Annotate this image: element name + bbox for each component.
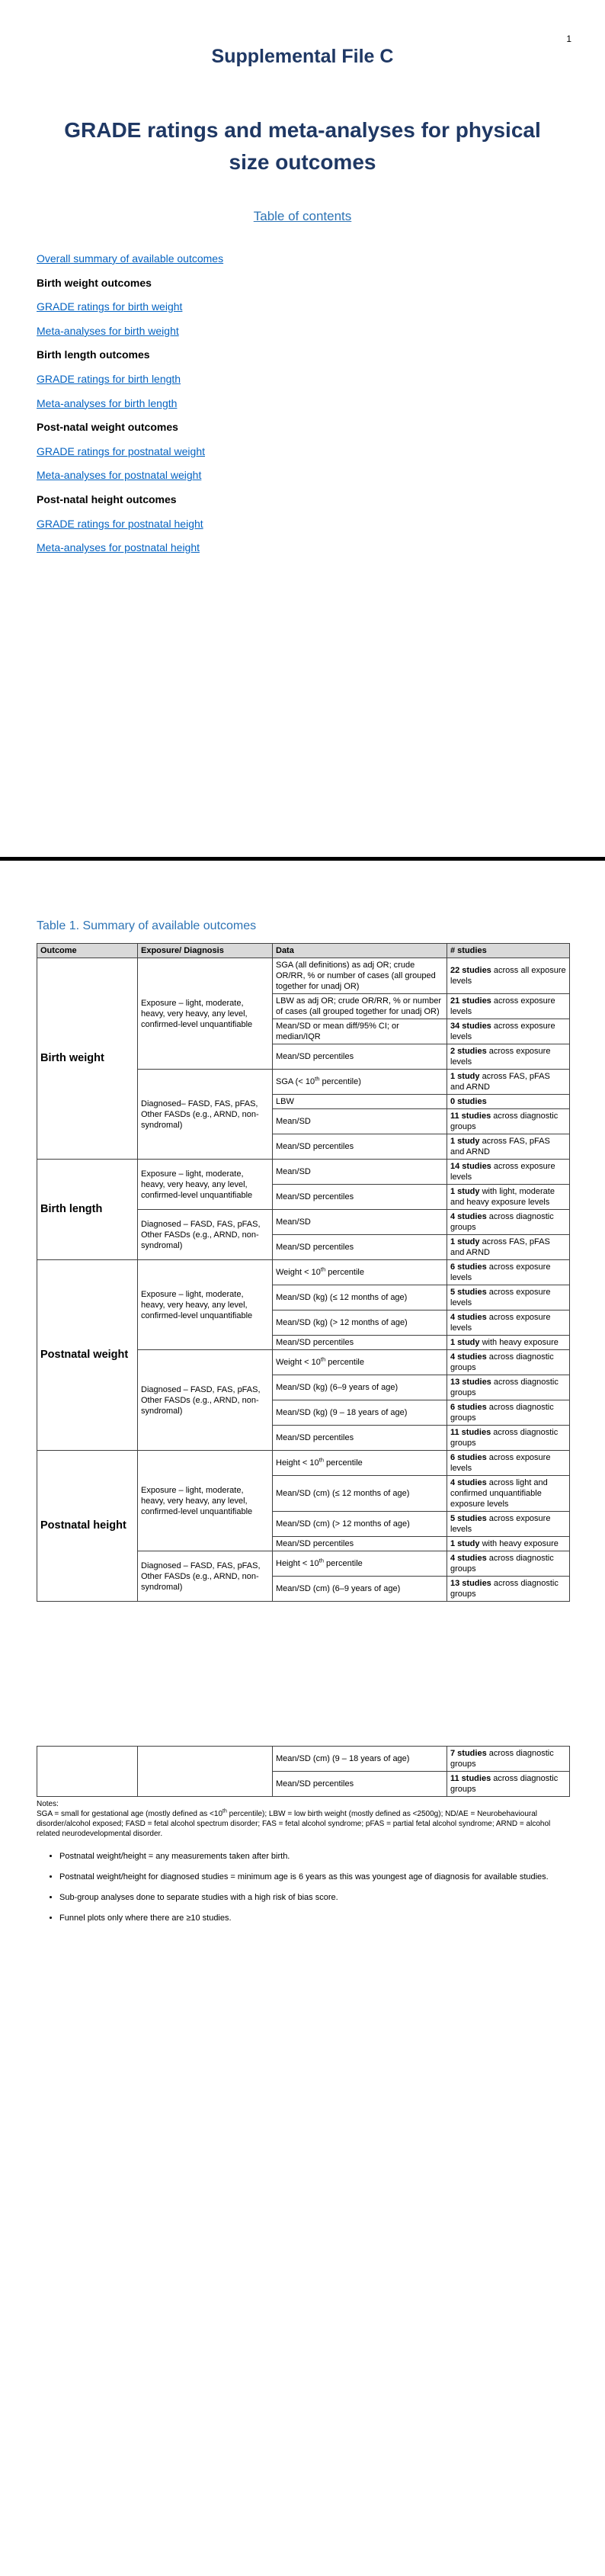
- table-row: [37, 1747, 570, 1772]
- toc-link[interactable]: Meta-analyses for postnatal height: [37, 541, 200, 554]
- toc-link[interactable]: Meta-analyses for birth length: [37, 396, 178, 409]
- studies-cell: [447, 1772, 570, 1797]
- studies-detail: across diagnostic groups: [450, 1428, 559, 1448]
- studies-detail: across diagnostic groups: [450, 1403, 554, 1423]
- studies-count: 4 studies: [450, 1352, 487, 1362]
- studies-count: 1 study: [450, 1237, 480, 1246]
- data-cell: LBW: [273, 1095, 447, 1109]
- table-header-row: [37, 944, 570, 958]
- data-cell: Weight < 10th percentile: [273, 1350, 447, 1375]
- studies-detail: with heavy exposure: [479, 1338, 559, 1347]
- studies-detail: across exposure levels: [450, 1288, 551, 1307]
- outcome-cell: Postnatal weight: [37, 1260, 138, 1451]
- studies-detail: across diagnostic groups: [450, 1352, 554, 1372]
- studies-detail: across exposure levels: [450, 1022, 555, 1041]
- studies-cell: [447, 1577, 570, 1602]
- toc-link[interactable]: GRADE ratings for postnatal height: [37, 517, 203, 530]
- outcome-cell: Birth length: [37, 1160, 138, 1260]
- data-cell: Mean/SD: [273, 1109, 447, 1134]
- studies-count: 11 studies: [450, 1428, 491, 1437]
- data-cell: Mean/SD (cm) (9 – 18 years of age): [273, 1747, 447, 1772]
- studies-detail: across FAS, pFAS and ARND: [450, 1072, 550, 1092]
- studies-cell: [447, 1134, 570, 1160]
- exposure-cell: Diagnosed – FASD, FAS, pFAS, Other FASDs (e.g., ARND, non-syndromal): [138, 1350, 273, 1451]
- studies-detail: across exposure levels: [450, 1162, 555, 1182]
- studies-count: 5 studies: [450, 1288, 487, 1297]
- studies-count: 11 studies: [450, 1774, 491, 1783]
- studies-detail: across diagnostic groups: [450, 1112, 559, 1131]
- studies-cell: [447, 1310, 570, 1336]
- studies-cell: [447, 1260, 570, 1285]
- exposure-cell: Exposure – light, moderate, heavy, very heavy, any level, confirmed-level unquantifiable: [138, 1451, 273, 1551]
- data-cell: Mean/SD (cm) (≤ 12 months of age): [273, 1476, 447, 1512]
- studies-cell: [447, 1537, 570, 1551]
- summary-table: [37, 943, 570, 1602]
- studies-detail: across exposure levels: [450, 1313, 551, 1333]
- exposure-cell: Diagnosed– FASD, FAS, pFAS, Other FASDs (e.g., ARND, non-syndromal): [138, 1070, 273, 1160]
- notes-label: Notes:: [37, 1800, 59, 1808]
- note-bullet: • Postnatal weight/height = any measurements taken after birth.: [59, 1851, 555, 1862]
- studies-detail: across exposure levels: [450, 1514, 551, 1534]
- page-break-divider: [0, 857, 605, 861]
- col-header-data: Data: [273, 944, 447, 958]
- toc-section-heading: Birth weight outcomes: [37, 276, 152, 289]
- studies-count: 6 studies: [450, 1453, 487, 1462]
- studies-cell: [447, 994, 570, 1019]
- studies-detail: across diagnostic groups: [450, 1554, 554, 1574]
- studies-cell: [447, 958, 570, 994]
- table-of-contents: [37, 253, 223, 566]
- page-number: 1: [566, 34, 571, 44]
- doc-subtitle: GRADE ratings and meta-analyses for physical size outcomes: [64, 118, 541, 174]
- exposure-cell: Diagnosed – FASD, FAS, pFAS, Other FASDs (e.g., ARND, non-syndromal): [138, 1210, 273, 1260]
- studies-count: 11 studies: [450, 1112, 491, 1121]
- doc-title: Supplemental File C: [211, 46, 394, 67]
- toc-link[interactable]: Meta-analyses for birth weight: [37, 324, 179, 337]
- studies-count: 21 studies: [450, 996, 491, 1006]
- notes-bullets: [37, 1851, 555, 1924]
- studies-cell: [447, 1512, 570, 1537]
- studies-cell: [447, 1336, 570, 1350]
- toc-link[interactable]: GRADE ratings for postnatal weight: [37, 444, 205, 457]
- empty-exposure-cell: [138, 1747, 273, 1797]
- studies-detail: across diagnostic groups: [450, 1378, 559, 1397]
- studies-detail: across FAS, pFAS and ARND: [450, 1237, 550, 1257]
- data-cell: Mean/SD: [273, 1210, 447, 1235]
- data-cell: Mean/SD percentiles: [273, 1134, 447, 1160]
- notes-abbreviations: SGA = small for gestational age (mostly defined as <10th percentile); LBW = low birth weight (mostly defined as <2500g); ND/AE = Neurobehavioural disorder/alcohol exposed; FASD = fetal alcohol spectrum disorder; FAS = fetal alcohol syndrome; pFAS = partial fetal alcohol syndrome; ARND = alcohol related neurodevelopmental disorder.: [37, 1808, 551, 1838]
- studies-count: 1 study: [450, 1539, 480, 1548]
- studies-count: 1 study: [450, 1137, 480, 1146]
- toc-heading: Table of contents: [253, 209, 352, 223]
- studies-cell: [447, 1210, 570, 1235]
- studies-count: 13 studies: [450, 1378, 491, 1387]
- toc-section-heading: Post-natal weight outcomes: [37, 421, 178, 434]
- data-cell: Mean/SD percentiles: [273, 1772, 447, 1797]
- data-cell: Mean/SD percentiles: [273, 1426, 447, 1451]
- studies-count: 14 studies: [450, 1162, 491, 1171]
- studies-count: 34 studies: [450, 1022, 491, 1031]
- studies-count: 1 study: [450, 1187, 480, 1196]
- data-cell: Mean/SD percentiles: [273, 1537, 447, 1551]
- studies-detail: with light, moderate and heavy exposure levels: [450, 1187, 555, 1207]
- exposure-cell: Exposure – light, moderate, heavy, very heavy, any level, confirmed-level unquantifiable: [138, 1260, 273, 1350]
- studies-cell: [447, 1070, 570, 1095]
- studies-cell: [447, 1109, 570, 1134]
- data-cell: Mean/SD (cm) (6–9 years of age): [273, 1577, 447, 1602]
- studies-cell: [447, 1095, 570, 1109]
- studies-detail: across FAS, pFAS and ARND: [450, 1137, 550, 1156]
- studies-cell: [447, 1185, 570, 1210]
- studies-count: 4 studies: [450, 1313, 487, 1322]
- studies-count: 6 studies: [450, 1262, 487, 1272]
- note-bullet: • Postnatal weight/height for diagnosed studies = minimum age is 6 years as this was youngest age of diagnosis for available studies.: [59, 1872, 555, 1883]
- studies-count: 4 studies: [450, 1478, 487, 1487]
- studies-detail: across diagnostic groups: [450, 1774, 559, 1794]
- data-cell: Mean/SD (cm) (> 12 months of age): [273, 1512, 447, 1537]
- studies-detail: across light and confirmed unquantifiable exposure levels: [450, 1478, 548, 1509]
- studies-count: 0 studies: [450, 1097, 487, 1106]
- studies-cell: [447, 1235, 570, 1260]
- empty-outcome-cell: [37, 1747, 138, 1797]
- studies-detail: across diagnostic groups: [450, 1749, 554, 1769]
- studies-count: 6 studies: [450, 1403, 487, 1412]
- studies-count: 7 studies: [450, 1749, 487, 1758]
- studies-count: 2 studies: [450, 1047, 487, 1056]
- data-cell: Mean/SD (kg) (> 12 months of age): [273, 1310, 447, 1336]
- studies-cell: [447, 1426, 570, 1451]
- data-cell: SGA (< 10th percentile): [273, 1070, 447, 1095]
- studies-detail: across diagnostic groups: [450, 1579, 559, 1599]
- studies-detail: across exposure levels: [450, 1262, 551, 1282]
- outcome-cell: Postnatal height: [37, 1451, 138, 1602]
- col-header-outcome: Outcome: [37, 944, 138, 958]
- studies-count: 1 study: [450, 1072, 480, 1081]
- studies-count: 22 studies: [450, 966, 491, 975]
- studies-cell: [447, 1019, 570, 1044]
- studies-detail: with heavy exposure: [479, 1539, 559, 1548]
- data-cell: Mean/SD (kg) (9 – 18 years of age): [273, 1400, 447, 1426]
- toc-link[interactable]: Overall summary of available outcomes: [37, 252, 224, 265]
- studies-cell: [447, 1160, 570, 1185]
- notes-section: [37, 1799, 555, 1933]
- studies-cell: [447, 1375, 570, 1400]
- data-cell: Mean/SD percentiles: [273, 1336, 447, 1350]
- summary-table-continued: [37, 1746, 570, 1797]
- studies-detail: across exposure levels: [450, 1047, 551, 1067]
- table-caption: Table 1. Summary of available outcomes: [37, 919, 257, 932]
- col-header-exposure: Exposure/ Diagnosis: [138, 944, 273, 958]
- studies-cell: [447, 1044, 570, 1070]
- studies-detail: across all exposure levels: [450, 966, 566, 986]
- exposure-cell: Exposure – light, moderate, heavy, very heavy, any level, confirmed-level unquantifiable: [138, 958, 273, 1070]
- studies-cell: [447, 1747, 570, 1772]
- studies-count: 4 studies: [450, 1554, 487, 1563]
- table-row: [37, 1451, 570, 1476]
- note-bullet: • Sub-group analyses done to separate studies with a high risk of bias score.: [59, 1892, 555, 1904]
- studies-cell: [447, 1400, 570, 1426]
- toc-link[interactable]: GRADE ratings for birth weight: [37, 300, 183, 313]
- studies-detail: across exposure levels: [450, 996, 555, 1016]
- note-bullet: • Funnel plots only where there are ≥10 studies.: [59, 1913, 555, 1924]
- studies-cell: [447, 1476, 570, 1512]
- table-row: [37, 1260, 570, 1285]
- studies-cell: [447, 1285, 570, 1310]
- data-cell: SGA (all definitions) as adj OR; crude OR/RR, % or number of cases (all grouped together for unadj OR): [273, 958, 447, 994]
- data-cell: Mean/SD percentiles: [273, 1235, 447, 1260]
- data-cell: Mean/SD (kg) (≤ 12 months of age): [273, 1285, 447, 1310]
- studies-count: 13 studies: [450, 1579, 491, 1588]
- toc-link[interactable]: GRADE ratings for birth length: [37, 372, 181, 385]
- studies-cell: [447, 1451, 570, 1476]
- studies-detail: across exposure levels: [450, 1453, 551, 1473]
- data-cell: Height < 10th percentile: [273, 1451, 447, 1476]
- data-cell: Mean/SD (kg) (6–9 years of age): [273, 1375, 447, 1400]
- col-header-studies: # studies: [447, 944, 570, 958]
- toc-link[interactable]: Meta-analyses for postnatal weight: [37, 469, 202, 482]
- studies-cell: [447, 1551, 570, 1577]
- studies-count: 5 studies: [450, 1514, 487, 1523]
- toc-section-heading: Birth length outcomes: [37, 348, 150, 361]
- exposure-cell: Exposure – light, moderate, heavy, very heavy, any level, confirmed-level unquantifiable: [138, 1160, 273, 1210]
- data-cell: Height < 10th percentile: [273, 1551, 447, 1577]
- outcome-cell: Birth weight: [37, 958, 138, 1160]
- table-row: [37, 1160, 570, 1185]
- data-cell: Mean/SD: [273, 1160, 447, 1185]
- toc-section-heading: Post-natal height outcomes: [37, 492, 177, 505]
- studies-count: 4 studies: [450, 1212, 487, 1221]
- data-cell: Mean/SD percentiles: [273, 1044, 447, 1070]
- data-cell: Mean/SD percentiles: [273, 1185, 447, 1210]
- data-cell: Mean/SD or mean diff/95% CI; or median/IQR: [273, 1019, 447, 1044]
- exposure-cell: Diagnosed – FASD, FAS, pFAS, Other FASDs (e.g., ARND, non-syndromal): [138, 1551, 273, 1602]
- studies-count: 1 study: [450, 1338, 480, 1347]
- data-cell: Weight < 10th percentile: [273, 1260, 447, 1285]
- studies-cell: [447, 1350, 570, 1375]
- studies-detail: across diagnostic groups: [450, 1212, 554, 1232]
- table-row: [37, 958, 570, 994]
- data-cell: LBW as adj OR; crude OR/RR, % or number of cases (all grouped together for unadj OR): [273, 994, 447, 1019]
